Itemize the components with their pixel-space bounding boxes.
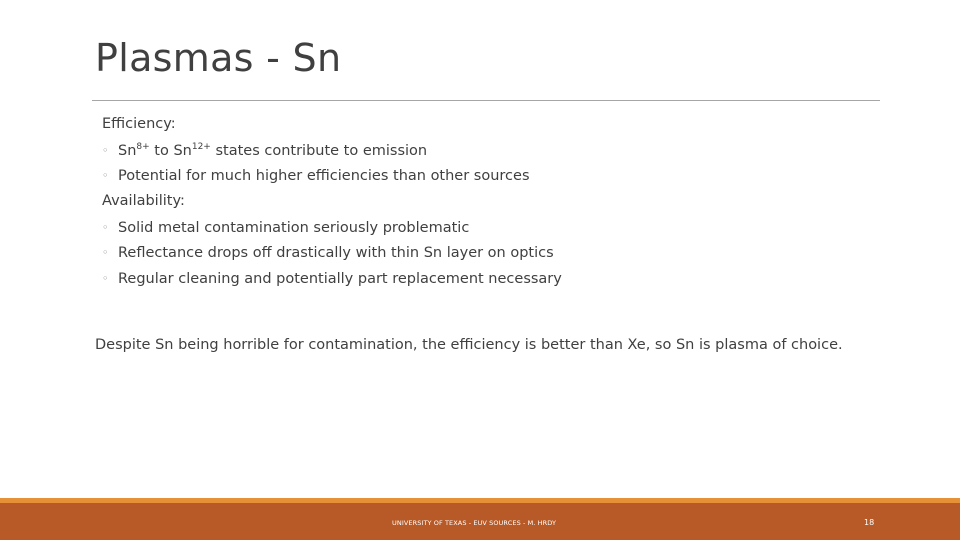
sn-text: to Sn xyxy=(149,142,192,159)
slide-body xyxy=(102,112,862,292)
list-item xyxy=(102,240,862,266)
sn-text: Sn xyxy=(118,142,137,159)
bullet-icon: ◦ xyxy=(102,169,109,183)
footer-text: UNIVERSITY OF TEXAS - EUV SOURCES - M. HRDY xyxy=(392,519,557,527)
title-divider xyxy=(92,100,880,101)
list-item xyxy=(102,215,862,241)
slide-title: Plasmas - Sn xyxy=(95,36,342,80)
page-number: 18 xyxy=(864,518,875,527)
bullet-icon: ◦ xyxy=(102,220,109,234)
footer-band xyxy=(0,503,960,540)
heading-efficiency: Efficiency: xyxy=(102,116,176,132)
charge-superscript: 8+ xyxy=(136,141,150,152)
bullet-icon: ◦ xyxy=(102,143,109,157)
list-item xyxy=(102,138,862,164)
list-item-text: Solid metal contamination seriously problematic xyxy=(118,219,470,236)
list-item-text: states contribute to emission xyxy=(210,142,428,159)
list-item-text: Regular cleaning and potentially part replacement necessary xyxy=(118,271,562,288)
list-item xyxy=(102,266,862,292)
bullet-icon: ◦ xyxy=(102,272,109,286)
charge-superscript: 12+ xyxy=(191,141,211,152)
bullet-icon: ◦ xyxy=(102,246,109,260)
conclusion-text: Despite Sn being horrible for contamination, the efficiency is better than Xe, so Sn is plasma of choice. xyxy=(95,337,843,353)
heading-availability: Availability: xyxy=(102,193,185,210)
list-item-text: Potential for much higher efficiencies than other sources xyxy=(118,168,530,185)
list-item xyxy=(102,163,862,189)
list-item-text: Reflectance drops off drastically with thin Sn layer on optics xyxy=(118,245,554,262)
